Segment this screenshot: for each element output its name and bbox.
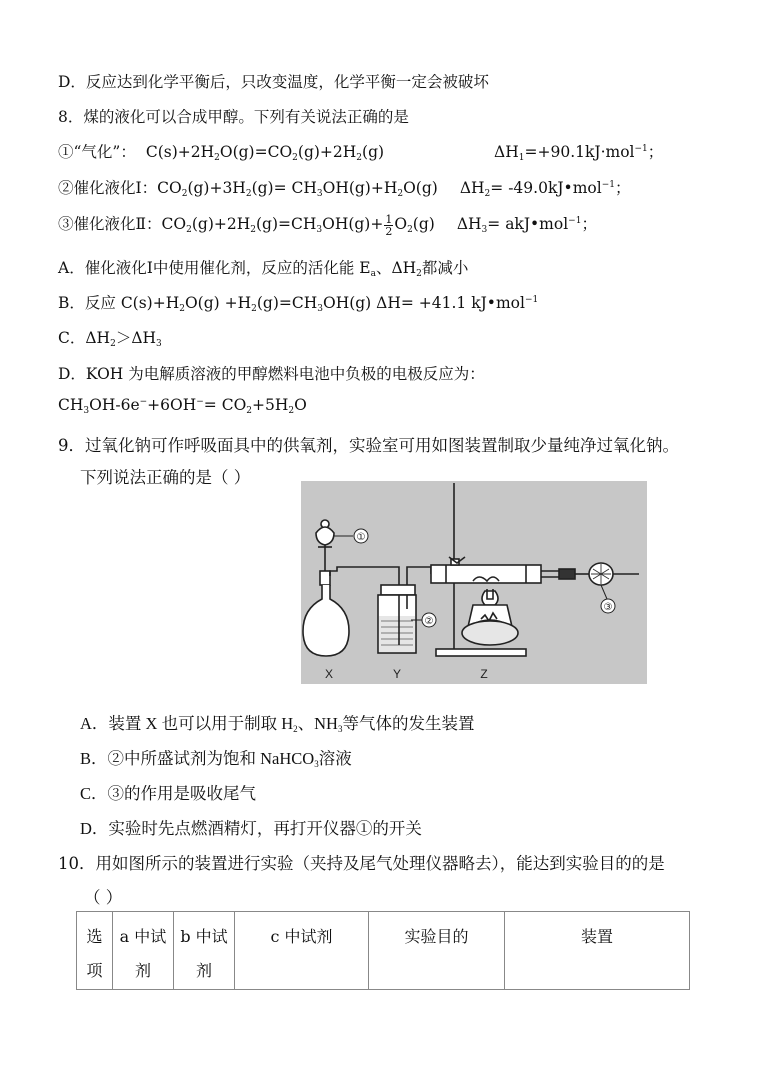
header-a-reagent: a 中试 剂 <box>113 912 174 990</box>
q8-option-d: D．KOH 为电解质溶液的甲醇燃料电池中负极的电极反应为： <box>58 365 485 383</box>
label-2: ② <box>424 616 434 627</box>
q10-table <box>76 911 690 990</box>
q10-stem: 10．用如图所示的装置进行实验（夹持及尾气处理仪器略去），能达到实验目的的是 <box>58 854 665 873</box>
q8-option-a: A．催化液化Ⅰ中使用催化剂，反应的活化能 $E_a$、$\Delta H_2$都减小 <box>58 259 469 279</box>
header-c-reagent: c 中试剂 <box>235 912 369 990</box>
header-purpose: 实验目的 <box>369 912 505 990</box>
apparatus-figure <box>301 481 647 684</box>
q8-option-b: B．反应 $C(s)+H_2O(g) +H_2(g)=CH_3OH(g)$ ΔH= +41.1 kJ•mol$^{-1}$ <box>58 294 539 314</box>
q8-stem: 8．煤的液化可以合成甲醇。下列有关说法正确的是 <box>58 108 409 126</box>
q7-option-d: D．反应达到化学平衡后，只改变温度，化学平衡一定会被破坏 <box>58 73 489 91</box>
q8-equation-3: ③催化液化Ⅱ：$CO_2(g)+2H_2(g)=CH_3OH(g)+$ $\frac{1}{2}$ $O_2(g)$ $\Delta H_3=$ akJ•mol$^{-1}$； <box>58 212 597 238</box>
label-3: ③ <box>603 602 613 613</box>
apparatus-drawing <box>301 481 647 684</box>
q9-option-c: C．③的作用是吸收尾气 <box>80 784 257 803</box>
q8-equation-2: ②催化液化Ⅰ：$CO_2(g)+3H_2(g)= CH_3OH(g)+H_2O(g)$ $\Delta H_2=$ -49.0kJ•mol$^{-1}$； <box>58 179 631 199</box>
q10-paren: （ ） <box>84 888 123 907</box>
q9-stem-line1: 9．过氧化钠可作呼吸面具中的供氧剂，实验室可用如图装置制取少量纯净过氧化钠。 <box>58 436 679 455</box>
q9-option-a: A．装置 X 也可以用于制取 $H_2$、$NH_3$等气体的发生装置 <box>80 714 475 734</box>
label-z: Z <box>480 667 488 681</box>
header-apparatus: 装置 <box>505 912 690 990</box>
table-header-row <box>77 912 690 990</box>
q8-option-c: C．$\Delta H_2>\Delta H_3$ <box>58 329 162 349</box>
label-x: X <box>324 667 334 681</box>
label-1: ① <box>356 532 366 543</box>
q9-option-b: B．②中所盛试剂为饱和 NaHCO$_3$溶液 <box>80 749 352 769</box>
q9-option-d: D．实验时先点燃酒精灯，再打开仪器①的开关 <box>80 819 422 838</box>
header-b-reagent: b 中试 剂 <box>174 912 235 990</box>
q9-stem-line2: 下列说法正确的是（ ） <box>80 468 251 487</box>
q8-option-d-equation: $CH_3OH-6e^-+6OH^-= CO_2+5H_2O$ <box>58 396 307 416</box>
header-option: 选 项 <box>77 912 113 990</box>
q8-equation-1: ①“气化”： $C(s)+2H_2O(g)=CO_2(g)+2H_2(g)$ $\Delta H_1=+90.1kJ\cdot mol^{-1}$； <box>58 143 664 163</box>
label-y: Y <box>392 667 402 681</box>
one-half-fraction: $\frac{1}{2}$ <box>385 212 393 238</box>
